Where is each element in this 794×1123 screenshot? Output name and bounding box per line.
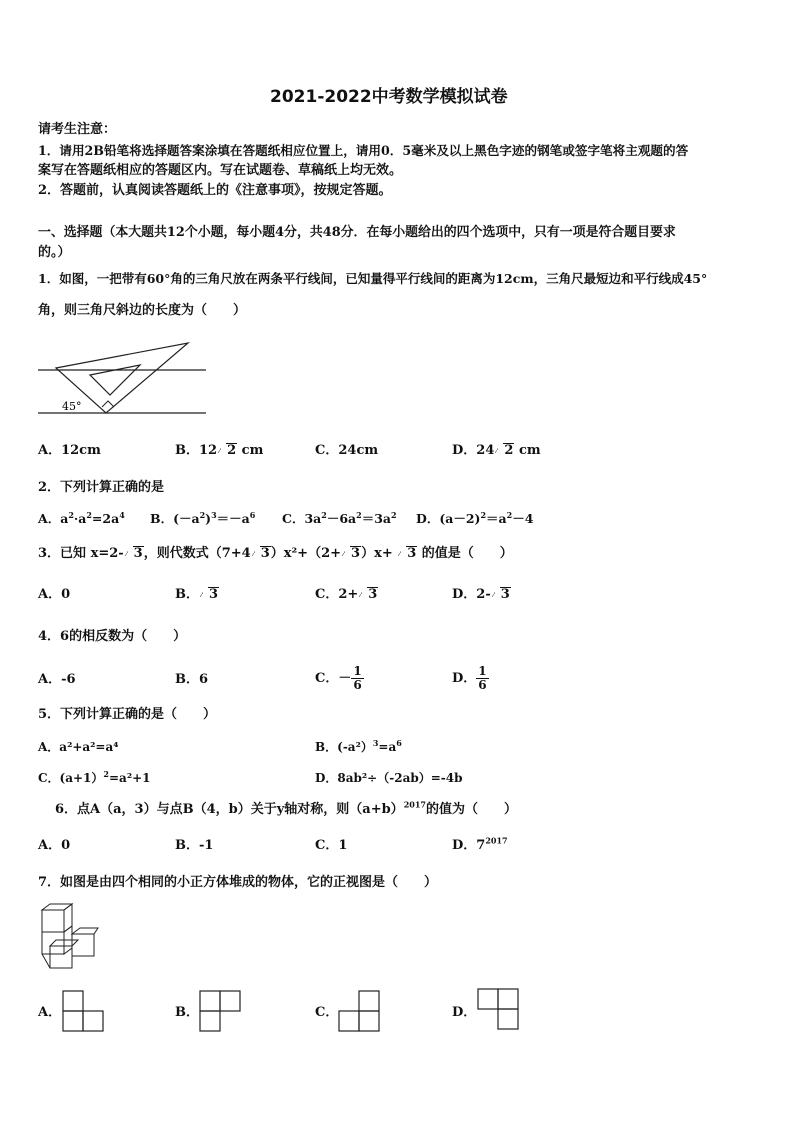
q1-triangle-ruler-figure (38, 335, 208, 417)
notice-line-2: 案写在答题纸相应的答题区内。写在试题卷、草稿纸上均无效。 (38, 163, 403, 178)
section-heading-line-1: 一、选择题（本大题共12个小题，每小题4分，共48分．在每小题给出的四个选项中，只有一项是符合题目要求 (38, 225, 676, 240)
q2-option-d[interactable]: D．$(a-2)^2=a^2-4$ (416, 509, 534, 526)
q1-stem-line-1: 1．如图，一把带有60°角的三角尺放在两条平行线间，已知量得平行线间的距离为12cm，三角尺最短边和平行线成45° (38, 271, 708, 286)
q1-option-b[interactable]: B．12 2 cm (175, 443, 264, 458)
notice-line-3: 2．答题前，认真阅读答题纸上的《注意事项》，按规定答题。 (38, 183, 392, 198)
q1-option-c[interactable]: C．24cm (315, 443, 379, 458)
q2-option-c[interactable]: C．$3a^2-6a^2=3a^2$ (282, 509, 397, 526)
q5-option-a[interactable]: A．a²+a²=a⁴ (38, 740, 119, 754)
q4-option-a[interactable]: A．-6 (38, 672, 76, 687)
q3-option-b[interactable]: B． 3 (175, 587, 219, 602)
q1-stem-line-2: 角，则三角尺斜边的长度为（ ） (38, 303, 247, 318)
q7-option-b[interactable]: B． (175, 1005, 199, 1020)
q6-option-c[interactable]: C．1 (315, 838, 348, 853)
q3-option-c[interactable]: C．2+ 3 (315, 587, 378, 602)
q2-option-b[interactable]: B．$(-a^2)^3=-a^6$ (150, 509, 256, 526)
q2-stem: 2．下列计算正确的是 (38, 480, 165, 495)
q4-option-d[interactable]: D． $\frac{1}{6}$ (452, 664, 487, 692)
q3-option-a[interactable]: A．0 (38, 587, 71, 602)
q7-cube-stack-figure (38, 902, 98, 970)
notice-heading: 请考生注意： (38, 122, 117, 137)
q3-option-d[interactable]: D．2- 3 (452, 587, 510, 602)
q7-option-c[interactable]: C． (315, 1005, 339, 1020)
q4-option-b[interactable]: B．6 (175, 672, 209, 687)
page-title: 2021-2022中考数学模拟试卷 (270, 87, 508, 107)
q7-option-a[interactable]: A． (38, 1005, 62, 1020)
q6-option-d[interactable]: D．$7^{2017}$ (452, 835, 508, 853)
q6-option-b[interactable]: B．-1 (175, 838, 214, 853)
notice-line-1: 1．请用2B铅笔将选择题答案涂填在答题纸相应位置上，请用0．5毫米及以上黑色字迹的钢笔或签字笔将主观题的答 (38, 143, 689, 158)
q5-option-c[interactable]: C．(a+1）$^2$=a²+1 (38, 769, 151, 785)
q3-stem: 3．已知 x=2- 3，则代数式（7+4 3）x²+（2+ 3）x+ 3 的值是（ ） (38, 546, 513, 561)
q6-option-a[interactable]: A．0 (38, 838, 71, 853)
section-heading-line-2: 的。） (38, 245, 71, 260)
q1-angle-label: 45° (62, 400, 82, 413)
q4-option-c[interactable]: C．－ $\frac{1}{6}$ (315, 664, 362, 692)
q7-option-d-figure[interactable] (477, 988, 521, 1032)
q4-stem: 4．6的相反数为（ ） (38, 629, 187, 644)
q7-option-a-figure[interactable] (62, 990, 106, 1034)
q1-option-d[interactable]: D．24 2 cm (452, 443, 541, 458)
q7-option-b-figure[interactable] (199, 990, 243, 1034)
q7-option-d[interactable]: D． (452, 1005, 477, 1020)
q6-stem: 6．点A（a，3）与点B（4，b）关于y轴对称，则$(a+b)^{2017}$的值为（ ） (55, 799, 517, 817)
q2-option-a[interactable]: A．$a^2\cdot a^2=2a^4$ (38, 509, 125, 526)
q1-option-a[interactable]: A．12cm (38, 443, 101, 458)
q7-option-c-figure[interactable] (338, 990, 382, 1034)
q5-option-d[interactable]: D．8ab²÷（-2ab）=-4b (315, 771, 463, 785)
q5-stem: 5．下列计算正确的是（ ） (38, 707, 217, 722)
q5-option-b[interactable]: B．$(-a^2)^3=a^6$ (315, 738, 402, 754)
q7-stem: 7．如图是由四个相同的小正方体堆成的物体，它的正视图是（ ） (38, 875, 438, 890)
